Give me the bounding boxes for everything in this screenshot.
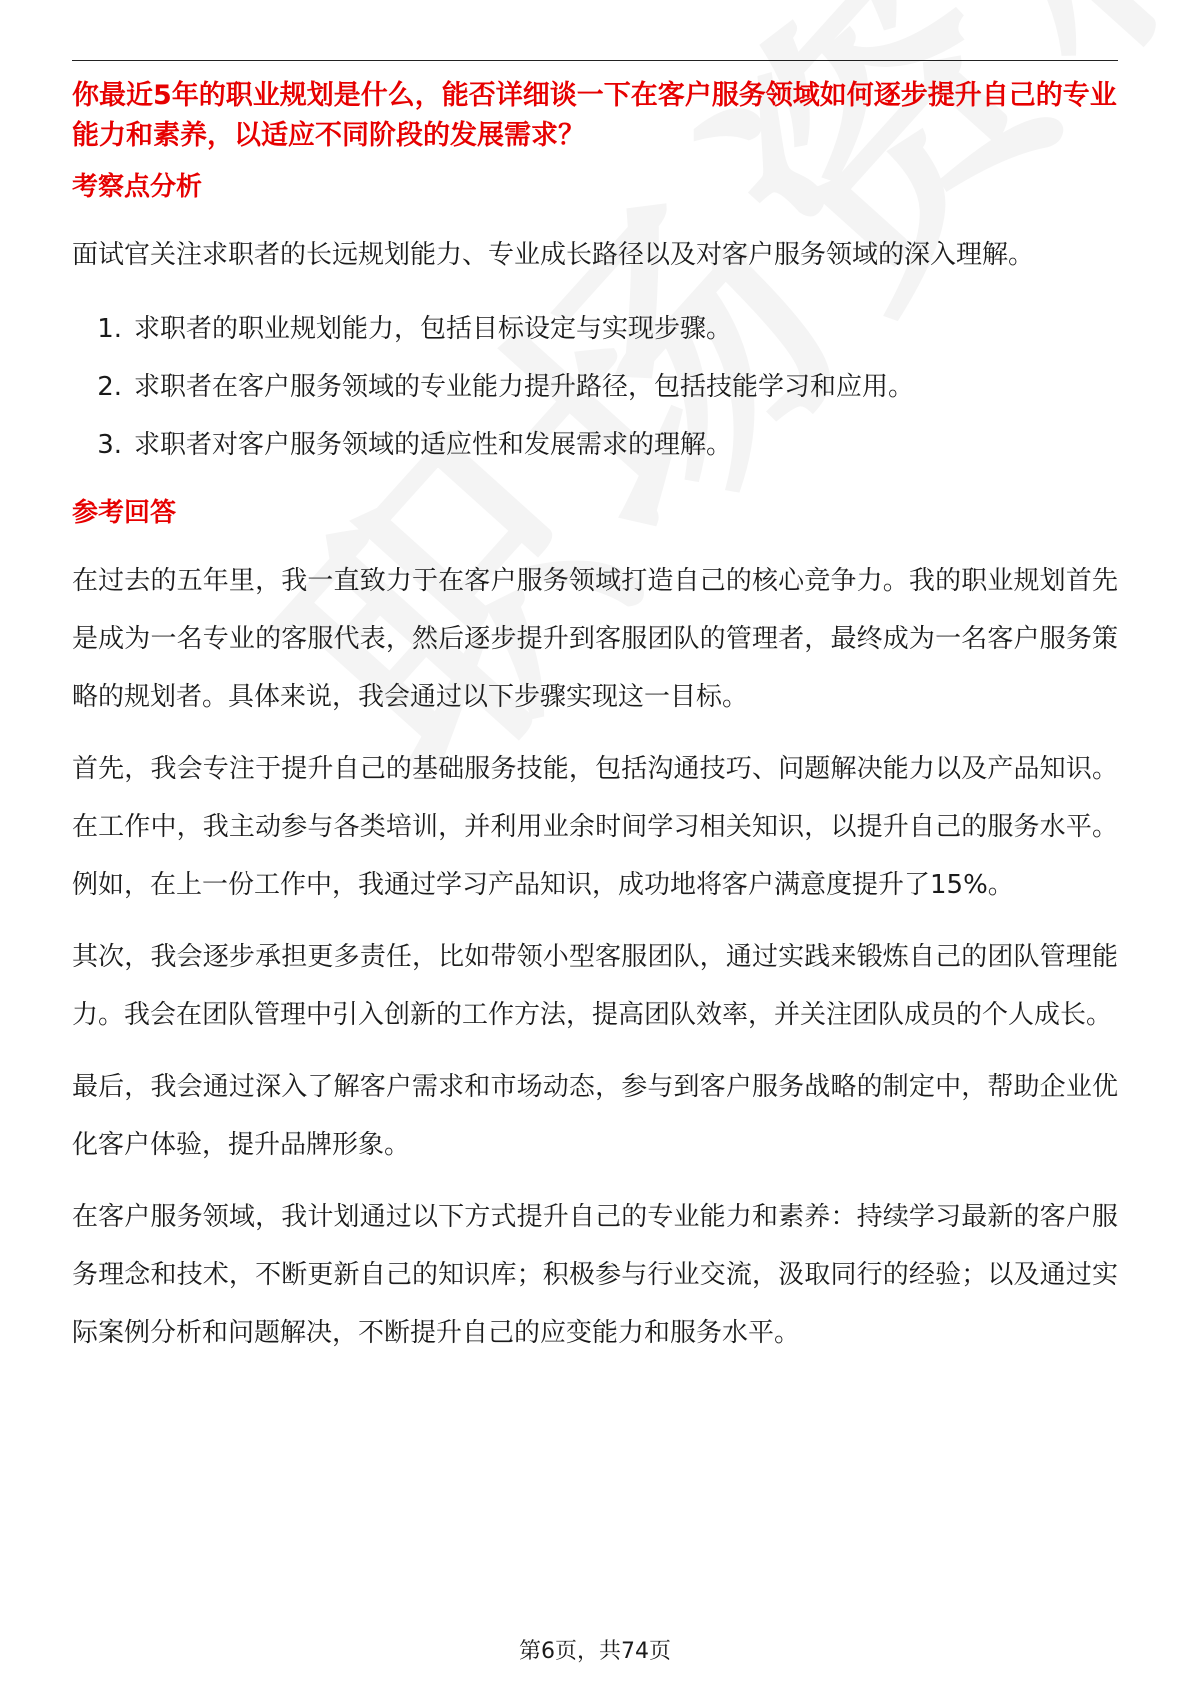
analysis-points-list	[72, 300, 1118, 474]
answer-paragraph: 在客户服务领域，我计划通过以下方式提升自己的专业能力和素养：持续学习最新的客户服务理念和技术，不断更新自己的知识库；积极参与行业交流，汲取同行的经验；以及通过实际案例分析和问题解决，不断提升自己的应变能力和服务水平。	[72, 1202, 1118, 1348]
list-item-text: 求职者的职业规划能力，包括目标设定与实现步骤。	[134, 314, 733, 344]
list-item-number: 2.	[97, 372, 122, 402]
list-item	[72, 300, 1118, 358]
list-item-text: 求职者对客户服务领域的适应性和发展需求的理解。	[134, 430, 733, 460]
analysis-intro: 面试官关注求职者的长远规划能力、专业成长路径以及对客户服务领域的深入理解。	[72, 240, 1035, 270]
answer-paragraph: 最后，我会通过深入了解客户需求和市场动态，参与到客户服务战略的制定中，帮助企业优化客户体验，提升品牌形象。	[72, 1072, 1118, 1160]
answer-paragraph: 首先，我会专注于提升自己的基础服务技能，包括沟通技巧、问题解决能力以及产品知识。在工作中，我主动参与各类培训，并利用业余时间学习相关知识，以提升自己的服务水平。例如，在上一份工作中，我通过学习产品知识，成功地将客户满意度提升了15%。	[72, 754, 1118, 900]
answer-paragraph: 在过去的五年里，我一直致力于在客户服务领域打造自己的核心竞争力。我的职业规划首先是成为一名专业的客服代表，然后逐步提升到客服团队的管理者，最终成为一名客户服务策略的规划者。具体来说，我会通过以下步骤实现这一目标。	[72, 566, 1118, 712]
list-item	[72, 358, 1118, 416]
list-item-number: 3.	[97, 430, 122, 460]
list-item-text: 求职者在客户服务领域的专业能力提升路径，包括技能学习和应用。	[134, 372, 915, 402]
answer-heading: 参考回答	[72, 498, 177, 528]
list-item-number: 1.	[97, 314, 122, 344]
top-rule	[72, 60, 1118, 61]
list-item	[72, 416, 1118, 474]
analysis-heading: 考察点分析	[72, 172, 203, 202]
answer-paragraph: 其次，我会逐步承担更多责任，比如带领小型客服团队，通过实践来锻炼自己的团队管理能力。我会在团队管理中引入创新的工作方法，提高团队效率，并关注团队成员的个人成长。	[72, 942, 1118, 1030]
page-number-footer: 第6页，共74页	[519, 1639, 671, 1664]
document-body	[72, 76, 1118, 1362]
interview-question: 你最近5年的职业规划是什么，能否详细谈一下在客户服务领域如何逐步提升自己的专业能力和素养，以适应不同阶段的发展需求？	[72, 80, 1117, 151]
